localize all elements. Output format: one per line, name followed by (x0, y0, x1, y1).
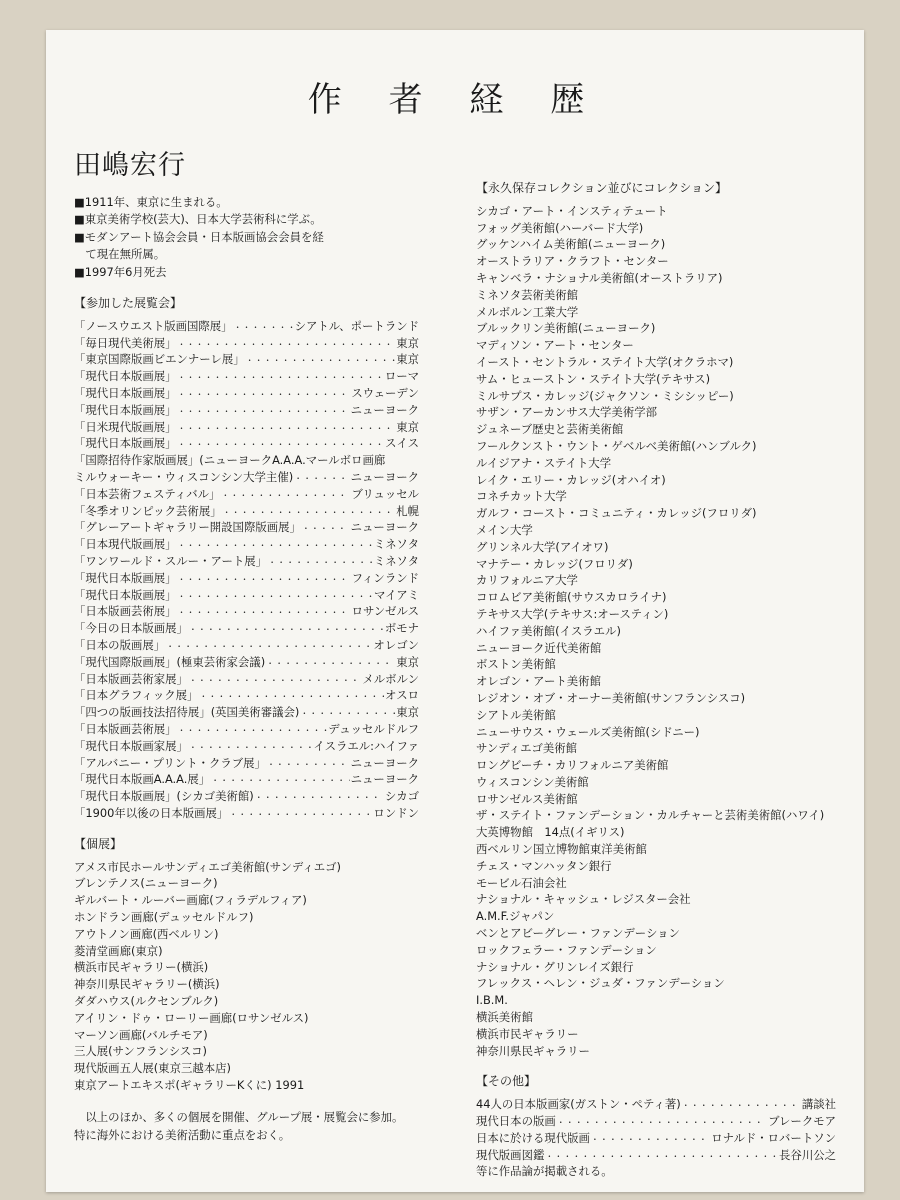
item-name: 「現代日本版画展」 (74, 436, 177, 451)
item-place: 東京 (396, 705, 419, 720)
list-item (74, 771, 419, 788)
list-item: 現代版画五人展(東京三越本店) (74, 1061, 231, 1076)
item-name: 現代日本の版画 (476, 1114, 556, 1129)
list-item (74, 687, 419, 704)
other-heading: 【その他】 (476, 1074, 537, 1089)
bio-line: ■1911年、東京に生まれる。 (74, 195, 228, 209)
item-place: 札幌 (396, 503, 419, 518)
list-item (74, 318, 419, 335)
list-item: ダダハウス(ルクセンブルク) (74, 993, 219, 1008)
list-item (74, 704, 419, 721)
other-note: 等に作品論が掲載される。 (476, 1164, 613, 1179)
leader-dots (178, 402, 350, 419)
list-item: シカゴ・アート・インスティテュート (476, 203, 668, 218)
item-name: 「ワンワールド・スルー・アート展」 (74, 553, 268, 568)
list-item: ブレンテノス(ニューヨーク) (74, 876, 218, 891)
item-place: シカゴ (384, 789, 419, 804)
leader-dots (189, 738, 312, 755)
item-name: 「ノースウエスト版画国際展」 (74, 318, 233, 333)
collections-heading: 【永久保存コレクション並びにコレクション】 (476, 181, 728, 195)
list-item (476, 1130, 836, 1147)
item-place: 東京 (396, 335, 419, 350)
list-item: シアトル美術館 (476, 707, 556, 722)
list-item: メルボルン工業大学 (476, 304, 579, 319)
leader-dots (178, 721, 328, 738)
item-name: 「グレーアートギャラリー開設国際版画展」 (74, 520, 301, 535)
item-place: ブレークモア (768, 1114, 836, 1129)
item-name: 「1900年以後の日本版画展」 (74, 805, 229, 820)
list-item: ウィスコンシン美術館 (476, 774, 589, 789)
list-item (74, 654, 419, 671)
item-name: 「現代日本版画展」(シカゴ美術館) (74, 789, 254, 804)
list-item: 神奈川県民ギャラリー (476, 1043, 590, 1058)
list-item (74, 587, 419, 604)
list-item (74, 452, 419, 469)
list-item: アイリン・ドゥ・ローリー画廊(ロサンゼルス) (74, 1010, 309, 1025)
item-name: 「日本版画芸術家展」 (74, 671, 188, 686)
list-item: ハイファ美術館(イスラエル) (476, 623, 621, 638)
list-item: カリフォルニア大学 (476, 573, 578, 588)
list-item: ミルサプス・カレッジ(ジャクソン・ミシシッピー) (476, 388, 734, 403)
list-item (74, 402, 419, 419)
list-item: キャンベラ・ナショナル美術館(オーストラリア) (476, 270, 723, 285)
list-item: イースト・セントラル・ステイト大学(オクラホマ) (476, 354, 734, 369)
list-item: 横浜市民ギャラリー (476, 1026, 579, 1041)
list-item (74, 368, 419, 385)
item-place: スウェーデン (351, 386, 419, 401)
item-name: 「現代国際版画展」(極東芸術家会議) (74, 654, 266, 669)
left-column (74, 148, 419, 1144)
list-item: ギルバート・ルーバー画廊(フィラデルフィア) (74, 893, 307, 908)
leader-dots (178, 419, 396, 436)
leader-dots (178, 587, 373, 604)
bio-line: ■1997年6月死去 (74, 264, 167, 279)
list-item: グリンネル大学(アイオワ) (476, 539, 609, 554)
leader-dots (189, 620, 384, 637)
list-item: チェス・マンハッタン銀行 (476, 858, 612, 873)
item-name: 現代版画図鑑 (476, 1147, 545, 1162)
list-item (74, 519, 419, 536)
item-place: ニューヨーク (350, 520, 419, 535)
list-item (74, 637, 419, 654)
item-place: ニューヨーク (350, 772, 419, 787)
leader-dots (246, 351, 396, 368)
leader-dots (234, 318, 294, 335)
item-name: 「現代日本版画A.A.A.展」 (74, 772, 211, 787)
list-item: コネチカット大学 (476, 489, 567, 504)
item-place: デュッセルドルフ (328, 721, 419, 736)
list-item: メイン大学 (476, 522, 533, 537)
list-item (74, 570, 419, 587)
list-item: 神奈川県民ギャラリー(横浜) (74, 977, 220, 992)
item-place: 東京 (396, 352, 419, 367)
item-name: 44人の日本版画家(ガストン・ペティ著) (476, 1097, 681, 1112)
leader-dots (223, 503, 396, 520)
list-item: ロックフェラー・ファンデーション (476, 942, 657, 957)
item-name: 「今日の日本版画展」 (74, 621, 188, 636)
item-place: ボモナ (384, 621, 419, 636)
list-item: I.B.M. (476, 993, 508, 1008)
document-sheet (46, 30, 864, 1192)
leader-dots (545, 1147, 778, 1164)
exhibitions-heading: 【参加した展覧会】 (74, 296, 183, 311)
bio-line: ■東京美術学校(芸大)、日本大学芸術科に学ぶ。 (74, 212, 322, 227)
item-name: 「日本現代版画展」 (74, 537, 177, 552)
item-place: ミネソタ (373, 553, 419, 568)
item-name: 「日本芸術フェスティバル」 (74, 486, 221, 501)
item-name: 「現代日本版画展」 (74, 369, 177, 384)
list-item: ガルフ・コースト・コミュニティ・カレッジ(フロリダ) (476, 506, 757, 521)
solo-note-line: 以上のほか、多くの個展を開催、グループ展・展覧会に参加。 (74, 1109, 404, 1124)
item-name: 「現代日本版画展」 (74, 402, 177, 417)
list-item (74, 603, 419, 620)
leader-dots (178, 435, 385, 452)
list-item: サザン・アーカンサス大学美術学部 (476, 405, 657, 420)
item-name: 「現代日本版画家展」 (74, 738, 188, 753)
item-name: 「日本版画芸術展」 (74, 721, 177, 736)
item-name: 「東京国際版画ビエンナーレ展」 (74, 352, 245, 367)
item-place: マイアミ (374, 587, 419, 602)
list-item (74, 536, 419, 553)
list-item: ミネソタ芸術美術館 (476, 287, 579, 302)
list-item (74, 620, 419, 637)
item-place: メルボルン (362, 671, 419, 686)
bio-line: て現在無所属。 (74, 247, 166, 262)
leader-dots (591, 1130, 710, 1147)
list-item: グッケンハイム美術館(ニューヨーク) (476, 237, 666, 252)
item-name: 「日本の版画展」 (74, 637, 166, 652)
solo-heading: 【個展】 (74, 836, 123, 851)
leader-dots (682, 1096, 801, 1113)
item-place: スイス (385, 436, 419, 451)
list-item (74, 486, 419, 503)
list-item (74, 755, 419, 772)
list-item (74, 721, 419, 738)
item-place: 講談社 (801, 1097, 836, 1112)
list-item: テキサス大学(テキサス:オースティン) (476, 606, 669, 621)
leader-dots (255, 788, 384, 805)
list-item (74, 435, 419, 452)
leader-dots (211, 771, 349, 788)
item-place: 長谷川公之 (779, 1147, 836, 1162)
list-item (74, 469, 419, 486)
list-item: ジュネーブ歴史と芸術美術館 (476, 422, 624, 437)
item-place: ロンドン (373, 805, 419, 820)
list-item (74, 503, 419, 520)
item-name: 「アルバニー・プリント・クラブ展」 (74, 755, 266, 770)
list-item: ベンとアビーグレー・ファンデーション (476, 926, 680, 941)
item-place: フィンランド (351, 570, 419, 585)
leader-dots (166, 637, 372, 654)
item-name: 「毎日現代美術展」 (74, 335, 177, 350)
solo-note (74, 1108, 419, 1144)
item-place: オレゴン (373, 637, 419, 652)
item-place: ニューヨーク (350, 755, 419, 770)
list-item (74, 553, 419, 570)
list-item (476, 1096, 836, 1113)
list-item: ロングビーチ・カリフォルニア美術館 (476, 758, 669, 773)
list-item (476, 1147, 836, 1164)
item-name: 「四つの版画技法招待展」(英国美術審議会) (74, 705, 300, 720)
item-name: 日本に於ける現代版画 (476, 1130, 590, 1145)
list-item (74, 335, 419, 352)
item-place: イスラエル:ハイファ (313, 738, 419, 753)
bio-line: ■モダンアート協会会員・日本版画協会会員を経 (74, 229, 324, 244)
solo-note-line: 特に海外における美術活動に重点をおく。 (74, 1127, 291, 1142)
list-item (74, 788, 419, 805)
exhibitions-list (74, 318, 419, 822)
leader-dots (189, 671, 361, 688)
biography (74, 194, 419, 281)
item-place: ブリュッセル (351, 486, 419, 501)
list-item: アメス市民ホールサンディエゴ美術館(サンディエゴ) (74, 859, 341, 874)
item-place: 東京 (396, 419, 419, 434)
item-place: ローマ (384, 369, 419, 384)
leader-dots (300, 704, 395, 721)
leader-dots (178, 536, 373, 553)
page-title: 作 者 経 歴 (307, 80, 603, 120)
leader-dots (178, 603, 351, 620)
list-item: A.M.F.ジャパン (476, 909, 555, 924)
list-item: ナショナル・グリンレイズ銀行 (476, 959, 634, 974)
list-item: レイク・エリー・カレッジ(オハイオ) (476, 472, 666, 487)
list-item: オレゴン・アート美術館 (476, 674, 601, 689)
list-item (74, 805, 419, 822)
list-item (74, 385, 419, 402)
list-item: オーストラリア・クラフト・センター (476, 254, 669, 269)
leader-dots (178, 335, 396, 352)
list-item: ザ・ステイト・ファンデーション・カルチャーと芸術美術館(ハワイ) (476, 808, 825, 823)
list-item: ホンドラン画廊(デュッセルドルフ) (74, 909, 254, 924)
leader-dots (199, 687, 384, 704)
item-name: 「日本版画芸術展」 (74, 604, 177, 619)
list-item: マーソン画廊(バルチモア) (74, 1027, 208, 1042)
leader-dots (221, 486, 350, 503)
list-item: マディソン・アート・センター (476, 338, 634, 353)
leader-dots (557, 1113, 767, 1130)
list-item: モービル石油会社 (476, 875, 567, 890)
list-item (74, 671, 419, 688)
leader-dots (229, 805, 372, 822)
item-name: 「現代日本版画展」 (74, 570, 177, 585)
item-name: 「冬季オリンピック芸術展」 (74, 503, 222, 518)
list-item: 横浜市民ギャラリー(横浜) (74, 960, 209, 975)
list-item: ニューサウス・ウェールズ美術館(シドニー) (476, 724, 700, 739)
leader-dots (178, 385, 351, 402)
item-place: ロサンゼルス (351, 604, 419, 619)
leader-dots (178, 570, 351, 587)
item-place: ニューヨーク (350, 470, 419, 484)
list-item: 三人展(サンフランシスコ) (74, 1044, 207, 1059)
item-place: ニューヨーク (350, 402, 419, 417)
leader-dots (178, 368, 384, 385)
artist-name: 田嶋宏行 (74, 150, 186, 181)
list-item: マナテー・カレッジ(フロリダ) (476, 556, 633, 571)
list-item: ロサンゼルス美術館 (476, 791, 578, 806)
item-name: 「日米現代版画展」 (74, 419, 177, 434)
list-item: ボストン美術館 (476, 657, 556, 672)
item-place: ミネソタ (373, 537, 419, 552)
collections-list (476, 203, 836, 1060)
list-item (74, 419, 419, 436)
item-place: ロナルド・ロバートソン (711, 1130, 836, 1145)
item-name: ミルウォーキー・ウィスコンシン大学主催) (74, 470, 294, 484)
leader-dots (302, 519, 350, 536)
list-item: 東京アートエキスポ(ギャラリーKくに) 1991 (74, 1077, 305, 1092)
item-name: 「現代日本版画展」 (74, 386, 177, 401)
leader-dots (266, 654, 395, 671)
list-item: ルイジアナ・ステイト大学 (476, 455, 612, 470)
item-name: 「現代日本版画展」 (74, 587, 177, 602)
list-item: 横浜美術館 (476, 1010, 533, 1025)
list-item: アウトノン画廊(西ベルリン) (74, 926, 219, 941)
item-name: 「国際招待作家版画展」(ニューヨークA.A.A.マールボロ画廊 (74, 453, 386, 468)
solo-list (74, 859, 419, 1094)
list-item: フレックス・ヘレン・ジュダ・ファンデーション (476, 976, 725, 991)
list-item: フールクンスト・ウント・ゲベルベ美術館(ハンブルク) (476, 438, 757, 453)
item-place: 東京 (396, 654, 419, 669)
right-column (476, 148, 836, 1180)
list-item: サンディエゴ美術館 (476, 741, 578, 756)
list-item: コロムビア美術館(サウスカロライナ) (476, 590, 667, 605)
leader-dots (294, 469, 349, 486)
other-list (476, 1096, 836, 1163)
list-item (74, 351, 419, 368)
item-name: 「日本グラフィック展」 (74, 688, 199, 703)
leader-dots (268, 553, 373, 570)
item-place: オスロ (384, 688, 419, 703)
list-item: 大英博物館 14点(イギリス) (476, 825, 625, 840)
list-item: ブルックリン美術館(ニューヨーク) (476, 321, 656, 336)
list-item (74, 738, 419, 755)
list-item (476, 1113, 836, 1130)
list-item: ニューヨーク近代美術館 (476, 640, 602, 655)
list-item: レジオン・オブ・オーナー美術館(サンフランシスコ) (476, 690, 746, 705)
item-place: シアトル、ポートランド (294, 318, 419, 333)
list-item: サム・ヒューストン・ステイト大学(テキサス) (476, 371, 711, 386)
list-item: フォッグ美術館(ハーバード大学) (476, 220, 644, 235)
list-item: 西ベルリン国立博物館東洋美術館 (476, 842, 647, 857)
list-item: 菱清堂画廊(東京) (74, 943, 163, 958)
list-item: ナショナル・キャッシュ・レジスター会社 (476, 892, 691, 907)
leader-dots (267, 755, 350, 772)
